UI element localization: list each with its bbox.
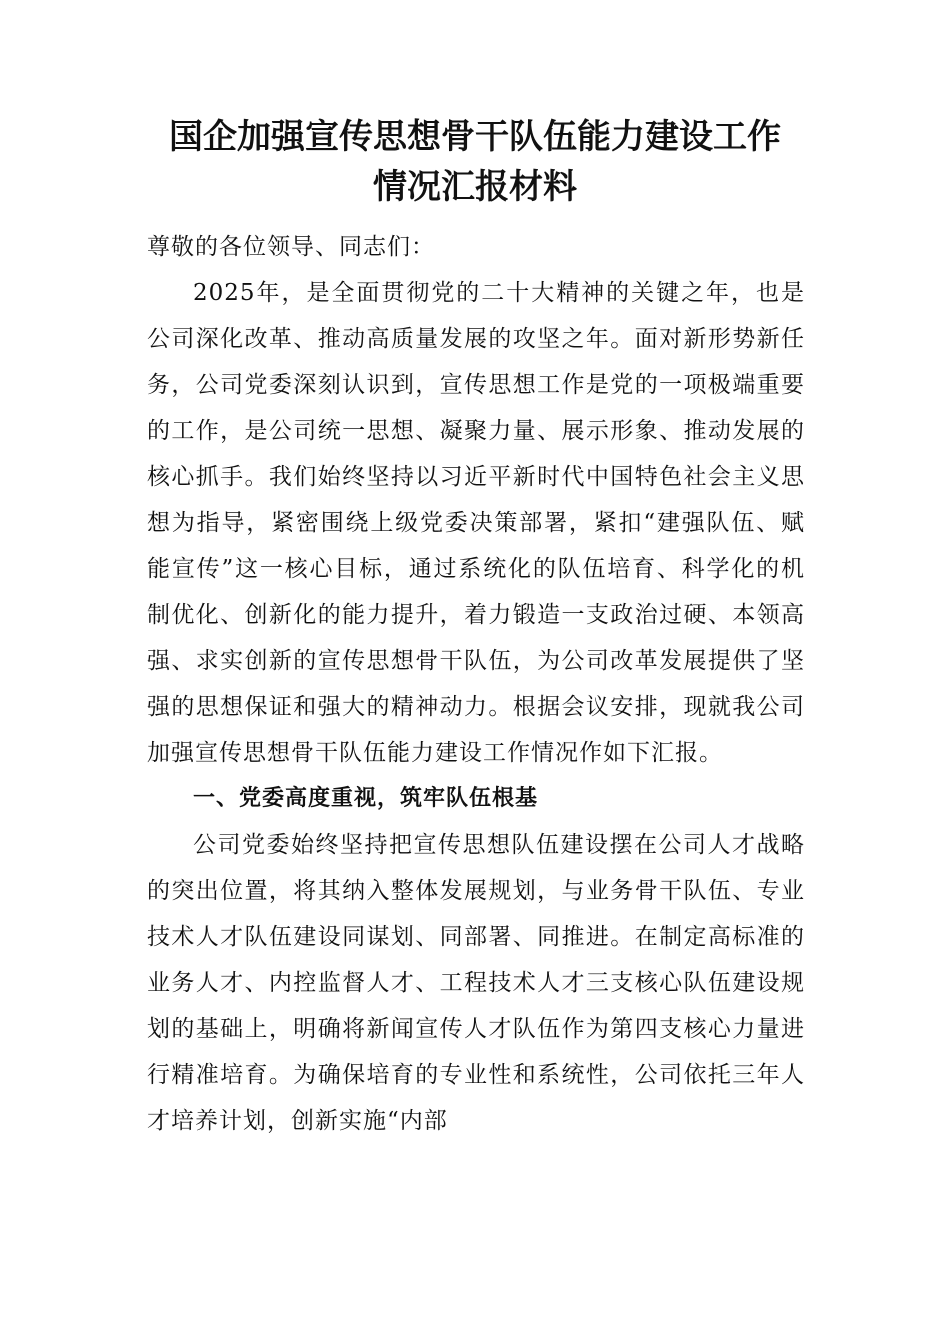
salutation: 尊敬的各位领导、同志们：	[147, 234, 435, 260]
document-title	[140, 112, 810, 212]
paragraph-intro: 2025年，是全面贯彻党的二十大精神的关键之年，也是公司深化改革、推动高质量发展的攻坚之年。面对新形势新任务，公司党委深刻认识到，宣传思想工作是党的一项极端重要的工作，是公司统一思想、凝聚力量、展示形象、推动发展的核心抓手。我们始终坚持以习近平新时代中国特色社会主义思想为指导，紧密围绕上级党委决策部署，紧扣“建强队伍、赋能宣传”这一核心目标，通过系统化的队伍培育、科学化的机制优化、创新化的能力提升，着力锻造一支政治过硬、本领高强、求实创新的宣传思想骨干队伍，为公司改革发展提供了坚强的思想保证和强大的精神动力。根据会议安排，现就我公司加强宣传思想骨干队伍能力建设工作情况作如下汇报。	[147, 280, 805, 766]
document-body	[147, 224, 805, 1144]
title-line-2: 情况汇报材料	[373, 167, 577, 207]
section-heading-1: 一、党委高度重视，筑牢队伍根基	[193, 786, 539, 811]
title-line-1: 国企加强宣传思想骨干队伍能力建设工作	[169, 117, 781, 157]
paragraph-section-1: 公司党委始终坚持把宣传思想队伍建设摆在公司人才战略的突出位置，将其纳入整体发展规划，与业务骨干队伍、专业技术人才队伍建设同谋划、同部署、同推进。在制定高标准的业务人才、内控监督人才、工程技术人才三支核心队伍建设规划的基础上，明确将新闻宣传人才队伍作为第四支核心力量进行精准培育。为确保培育的专业性和系统性，公司依托三年人才培养计划，创新实施“内部	[147, 832, 805, 1134]
